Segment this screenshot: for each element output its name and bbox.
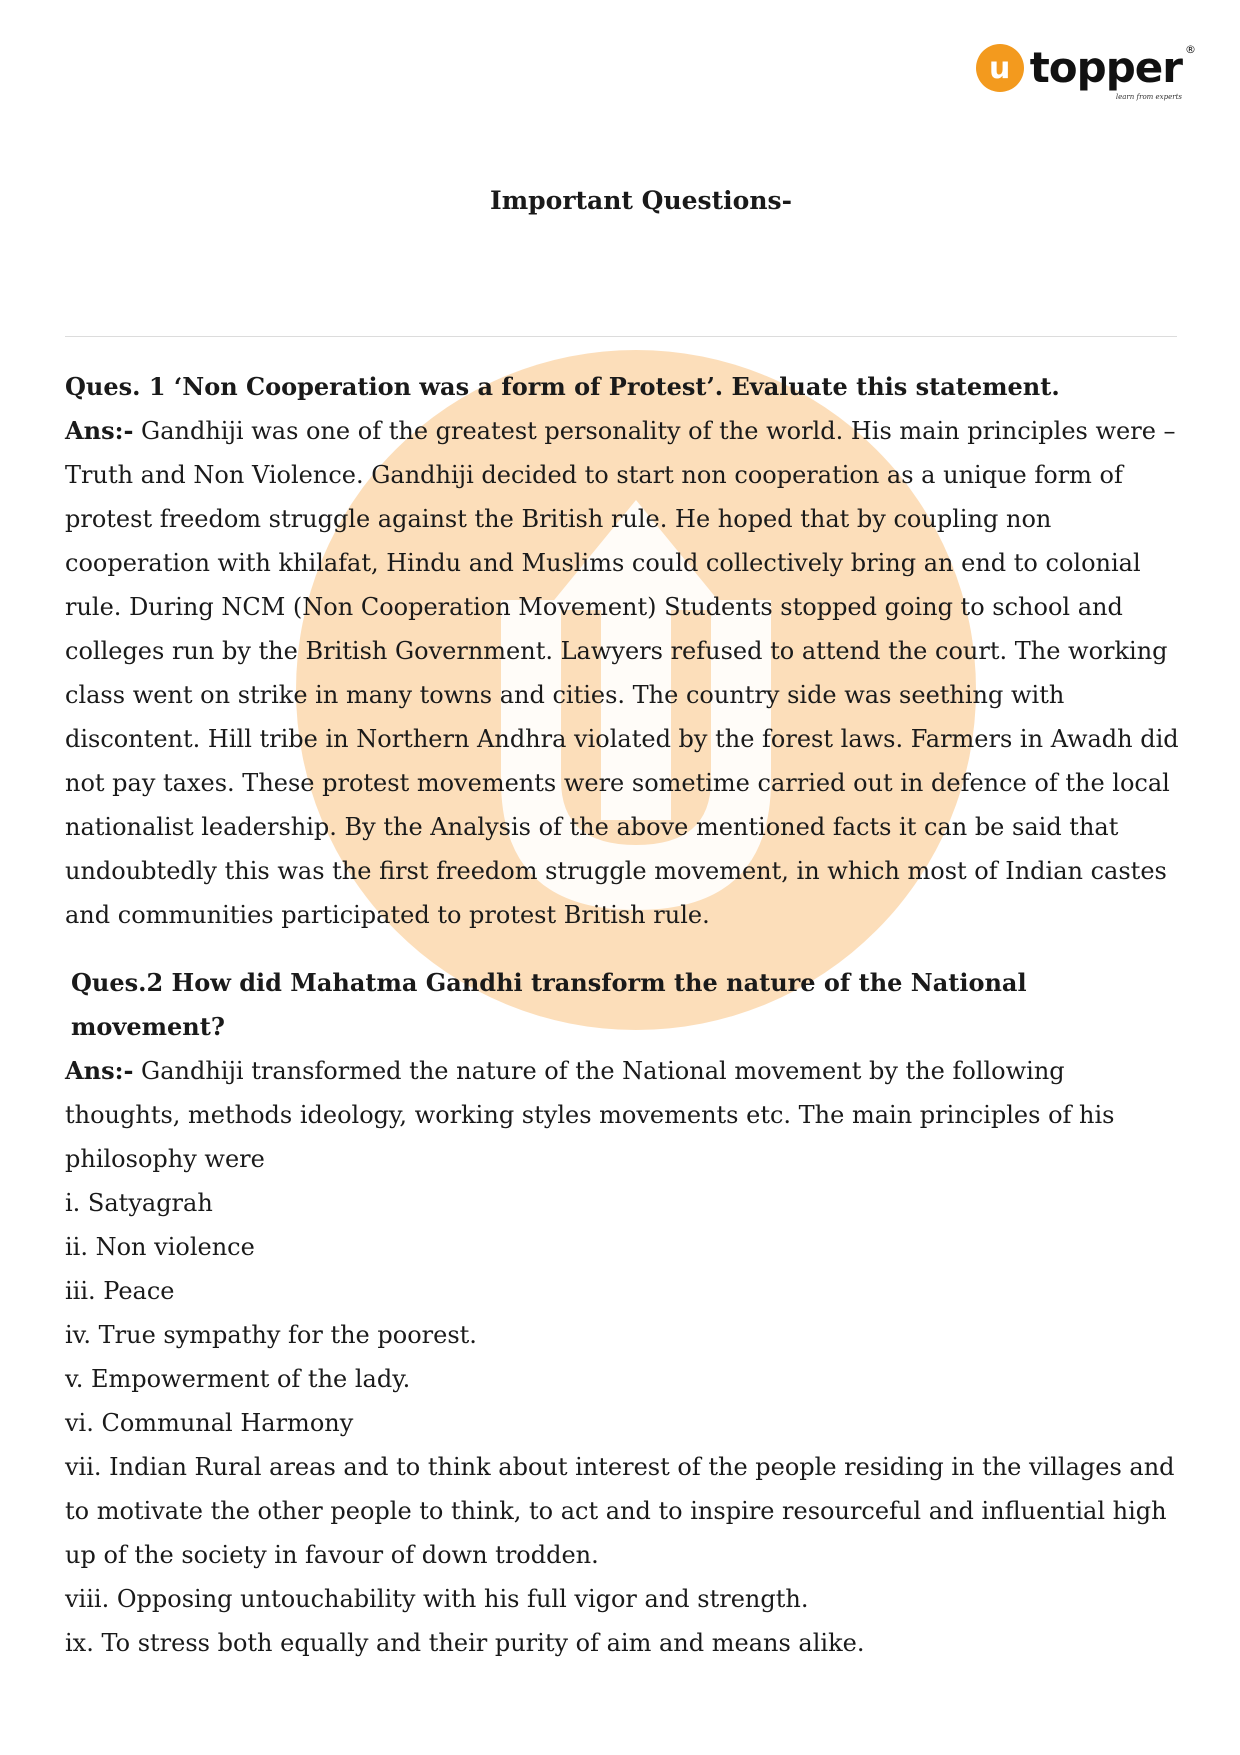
brand-name: topper <box>1029 43 1182 92</box>
list-item: viii. Opposing untouchability with his full vigor and strength. <box>65 1585 809 1613</box>
answer-text: Gandhiji transformed the nature of the National movement by the following thoughts, methods ideology, working styles movements etc. The main principles of his philosophy were <box>65 1057 1115 1173</box>
question-1-answer <box>65 409 1180 937</box>
answer-label: Ans:- <box>65 1056 134 1085</box>
list-item: vii. Indian Rural areas and to think about interest of the people residing in the villages and to motivate the other people to think, to act and to inspire resourceful and influential high up of the society in favour of down trodden. <box>65 1453 1175 1569</box>
list-item: v. Empowerment of the lady. <box>65 1365 411 1393</box>
answer-text: Gandhiji was one of the greatest personality of the world. His main principles were – Truth and Non Violence. Gandhiji decided to start non cooperation as a unique form of protest freedom struggle against the British rule. He hoped that by coupling non cooperation with khilafat, Hindu and Muslims could collectively bring an end to colonial rule. During NCM (Non Cooperation Movement) Students stopped going to school and colleges run by the British Government. Lawyers refused to attend the court. The working class went on strike in many towns and cities. The country side was seething with discontent. Hill tribe in Northern Andhra violated by the forest laws. Farmers in Awadh did not pay taxes. These protest movements were sometime carried out in defence of the local nationalist leadership. By the Analysis of the above mentioned facts it can be said that undoubtedly this was the first freedom struggle movement, in which most of Indian castes and communities participated to protest British rule. <box>65 417 1179 929</box>
question-2 <box>65 961 1180 1665</box>
question-2-heading: Ques.2 How did Mahatma Gandhi transform the nature of the National movement? <box>71 968 1027 1041</box>
list-item: iii. Peace <box>65 1277 175 1305</box>
list-item: i. Satyagrah <box>65 1189 213 1217</box>
answer-label: Ans:- <box>65 416 134 445</box>
brand-tagline: learn from experts <box>1115 93 1182 101</box>
divider <box>65 336 1177 337</box>
page-title: Important Questions- <box>490 186 792 215</box>
list-item: vi. Communal Harmony <box>65 1409 354 1437</box>
registered-mark: ® <box>1185 43 1196 56</box>
list-item: ii. Non violence <box>65 1233 255 1261</box>
list-item: iv. True sympathy for the poorest. <box>65 1321 477 1349</box>
brand-logo <box>976 43 1196 101</box>
question-1 <box>65 365 1180 937</box>
principles-list <box>65 1181 1180 1665</box>
question-1-heading: Ques. 1 ‘Non Cooperation was a form of Protest’. Evaluate this statement. <box>65 372 1060 401</box>
brand-wordmark <box>1029 43 1196 101</box>
question-2-answer <box>65 1049 1180 1181</box>
document-body <box>65 365 1180 1665</box>
brand-badge-icon: u <box>976 44 1024 92</box>
list-item: ix. To stress both equally and their purity of aim and means alike. <box>65 1629 865 1657</box>
